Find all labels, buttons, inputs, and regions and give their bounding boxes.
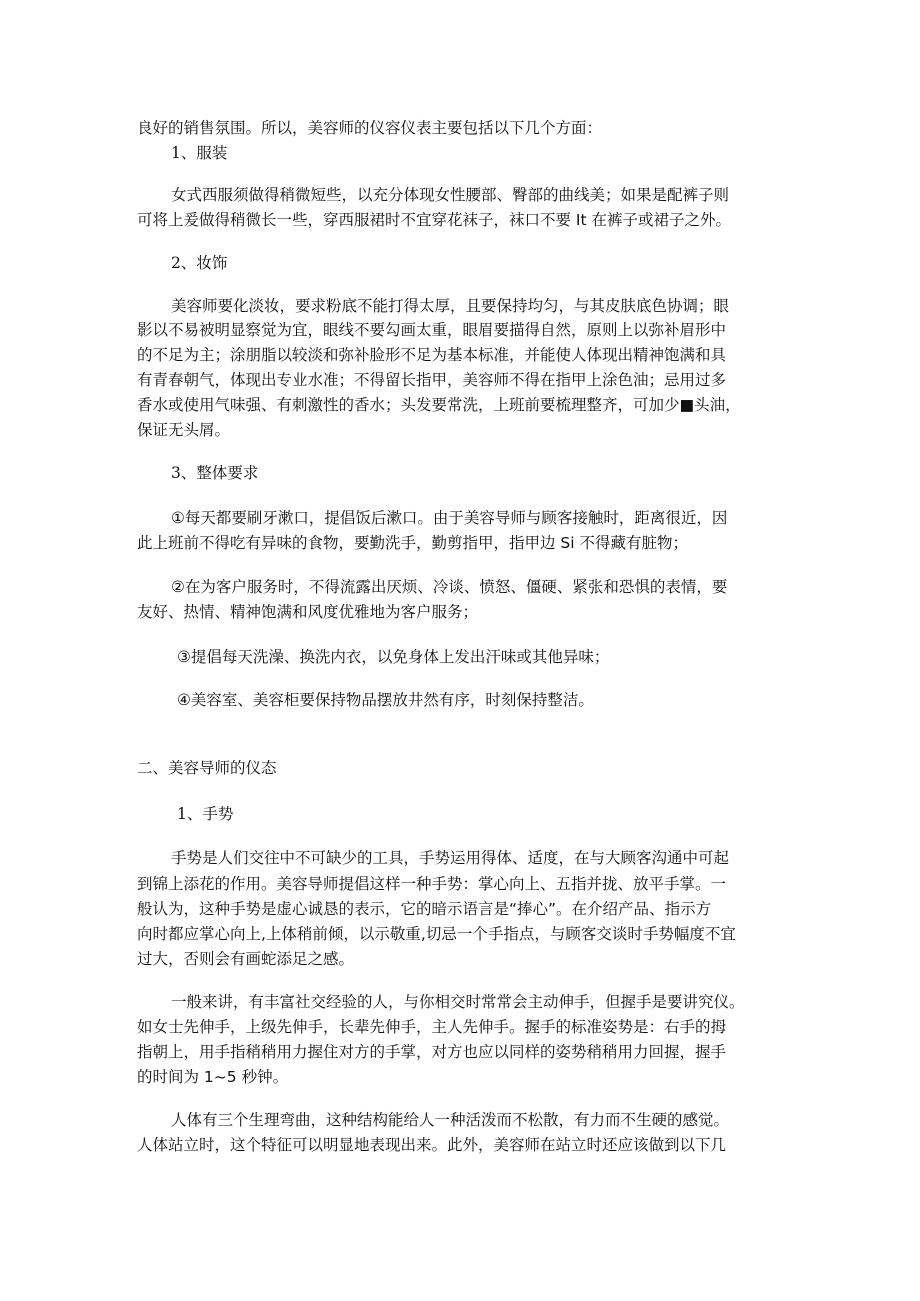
paragraph-line: ①每天都要刷牙漱口，提倡饭后漱口。由于美容导师与顾客接触时，距离很近，因: [171, 509, 728, 527]
paragraph-line: 友好、热情、精神饱满和风度优雅地为客户服务；: [137, 603, 479, 621]
paragraph-line: 美容师要化淡妆，要求粉底不能打得太厚，且要保持均匀，与其皮肤底色协调；眼: [171, 297, 730, 315]
paragraph-line: 香水或使用气味强、有刺激性的香水；头发要常洗，上班前要梳理整齐，可加少■头油，: [137, 396, 741, 414]
paragraph-line: 一般来讲，有丰富社交经验的人，与你相交时常常会主动伸手，但握手是要讲究仪。: [171, 993, 745, 1011]
paragraph-line: 良好的销售氛围。所以，美容师的仪容仪表主要包括以下几个方面：: [137, 119, 603, 137]
paragraph-line: 过大，否则会有画蛇添足之感。: [137, 950, 355, 968]
section-heading: 1、服装: [171, 144, 228, 162]
paragraph-line: ②在为客户服务时，不得流露出厌烦、冷谈、愤怒、僵硬、紧张和恐惧的表情，要: [171, 578, 728, 596]
section-heading: 2、妆饰: [171, 254, 228, 272]
section-heading: 3、整体要求: [171, 464, 259, 482]
paragraph-line: 人体站立时，这个特征可以明显地表现出来。此外，美容师在站立时还应该做到以下几: [137, 1136, 727, 1154]
section-heading: 1、手势: [177, 805, 234, 823]
chapter-heading: 二、美容导师的仪态: [137, 759, 277, 777]
paragraph-line: 向时都应掌心向上,上体稍前倾，以示敬重,切忌一个手指点，与顾客交谈时手势幅度不宜: [137, 925, 736, 943]
paragraph-line: 到锦上添花的作用。美容导师提倡这样一种手势：掌心向上、五指并拢、放平手掌。一: [137, 875, 727, 893]
paragraph-line: 的不足为主；涂朋脂以较淡和弥补脸形不足为基本标准，并能使人体现出精神饱满和具: [137, 346, 727, 364]
paragraph-line: ④美容室、美容柜要保持物品摆放井然有序，时刻保持整洁。: [177, 691, 594, 709]
paragraph-line: 的时间为 1~5 秒钟。: [137, 1068, 289, 1086]
paragraph-line: ③提倡每天洗澡、换洗内衣，以免身体上发出汗味或其他异味；: [177, 648, 610, 666]
paragraph-line: 保证无头屑。: [137, 421, 231, 439]
paragraph-line: 指朝上，用手指稍稍用力握住对方的手掌，对方也应以同样的姿势稍稍用力回握，握手: [137, 1043, 727, 1061]
paragraph-line: 如女士先伸手，上级先伸手，长辈先伸手，主人先伸手。握手的标准姿势是：右手的拇: [137, 1018, 727, 1036]
paragraph-line: 女式西服须做得稍微短些，以充分体现女性腰部、臀部的曲线美；如果是配裤子则: [171, 186, 730, 204]
paragraph-line: 有青春朝气，体现出专业水准；不得留长指甲，美容师不得在指甲上涂色油；忌用过多: [137, 371, 727, 389]
paragraph-line: 影以不易被明显察觉为宜，眼线不要勾画太重，眼眉要描得自然，原则上以弥补眉形中: [137, 321, 727, 339]
paragraph-line: 手势是人们交往中不可缺少的工具，手势运用得体、适度，在与大顾客沟通中可起: [171, 849, 730, 867]
paragraph-line: 此上班前不得吃有异味的食物，要勤洗手，勤剪指甲，指甲边 Si 不得藏有脏物；: [137, 534, 689, 552]
paragraph-line: 人体有三个生理弯曲，这种结构能给人一种活泼而不松散，有力而不生硬的感觉。: [171, 1111, 730, 1129]
paragraph-line: 可将上爰做得稍微长一些，穿西服裙时不宜穿花袜子，袜口不要 It 在裤子或裙子之外。: [137, 211, 732, 229]
paragraph-line: 般认为，这种手势是虚心诚恳的表示，它的暗示语言是“捧心”。在介绍产品、指示方: [137, 900, 712, 918]
